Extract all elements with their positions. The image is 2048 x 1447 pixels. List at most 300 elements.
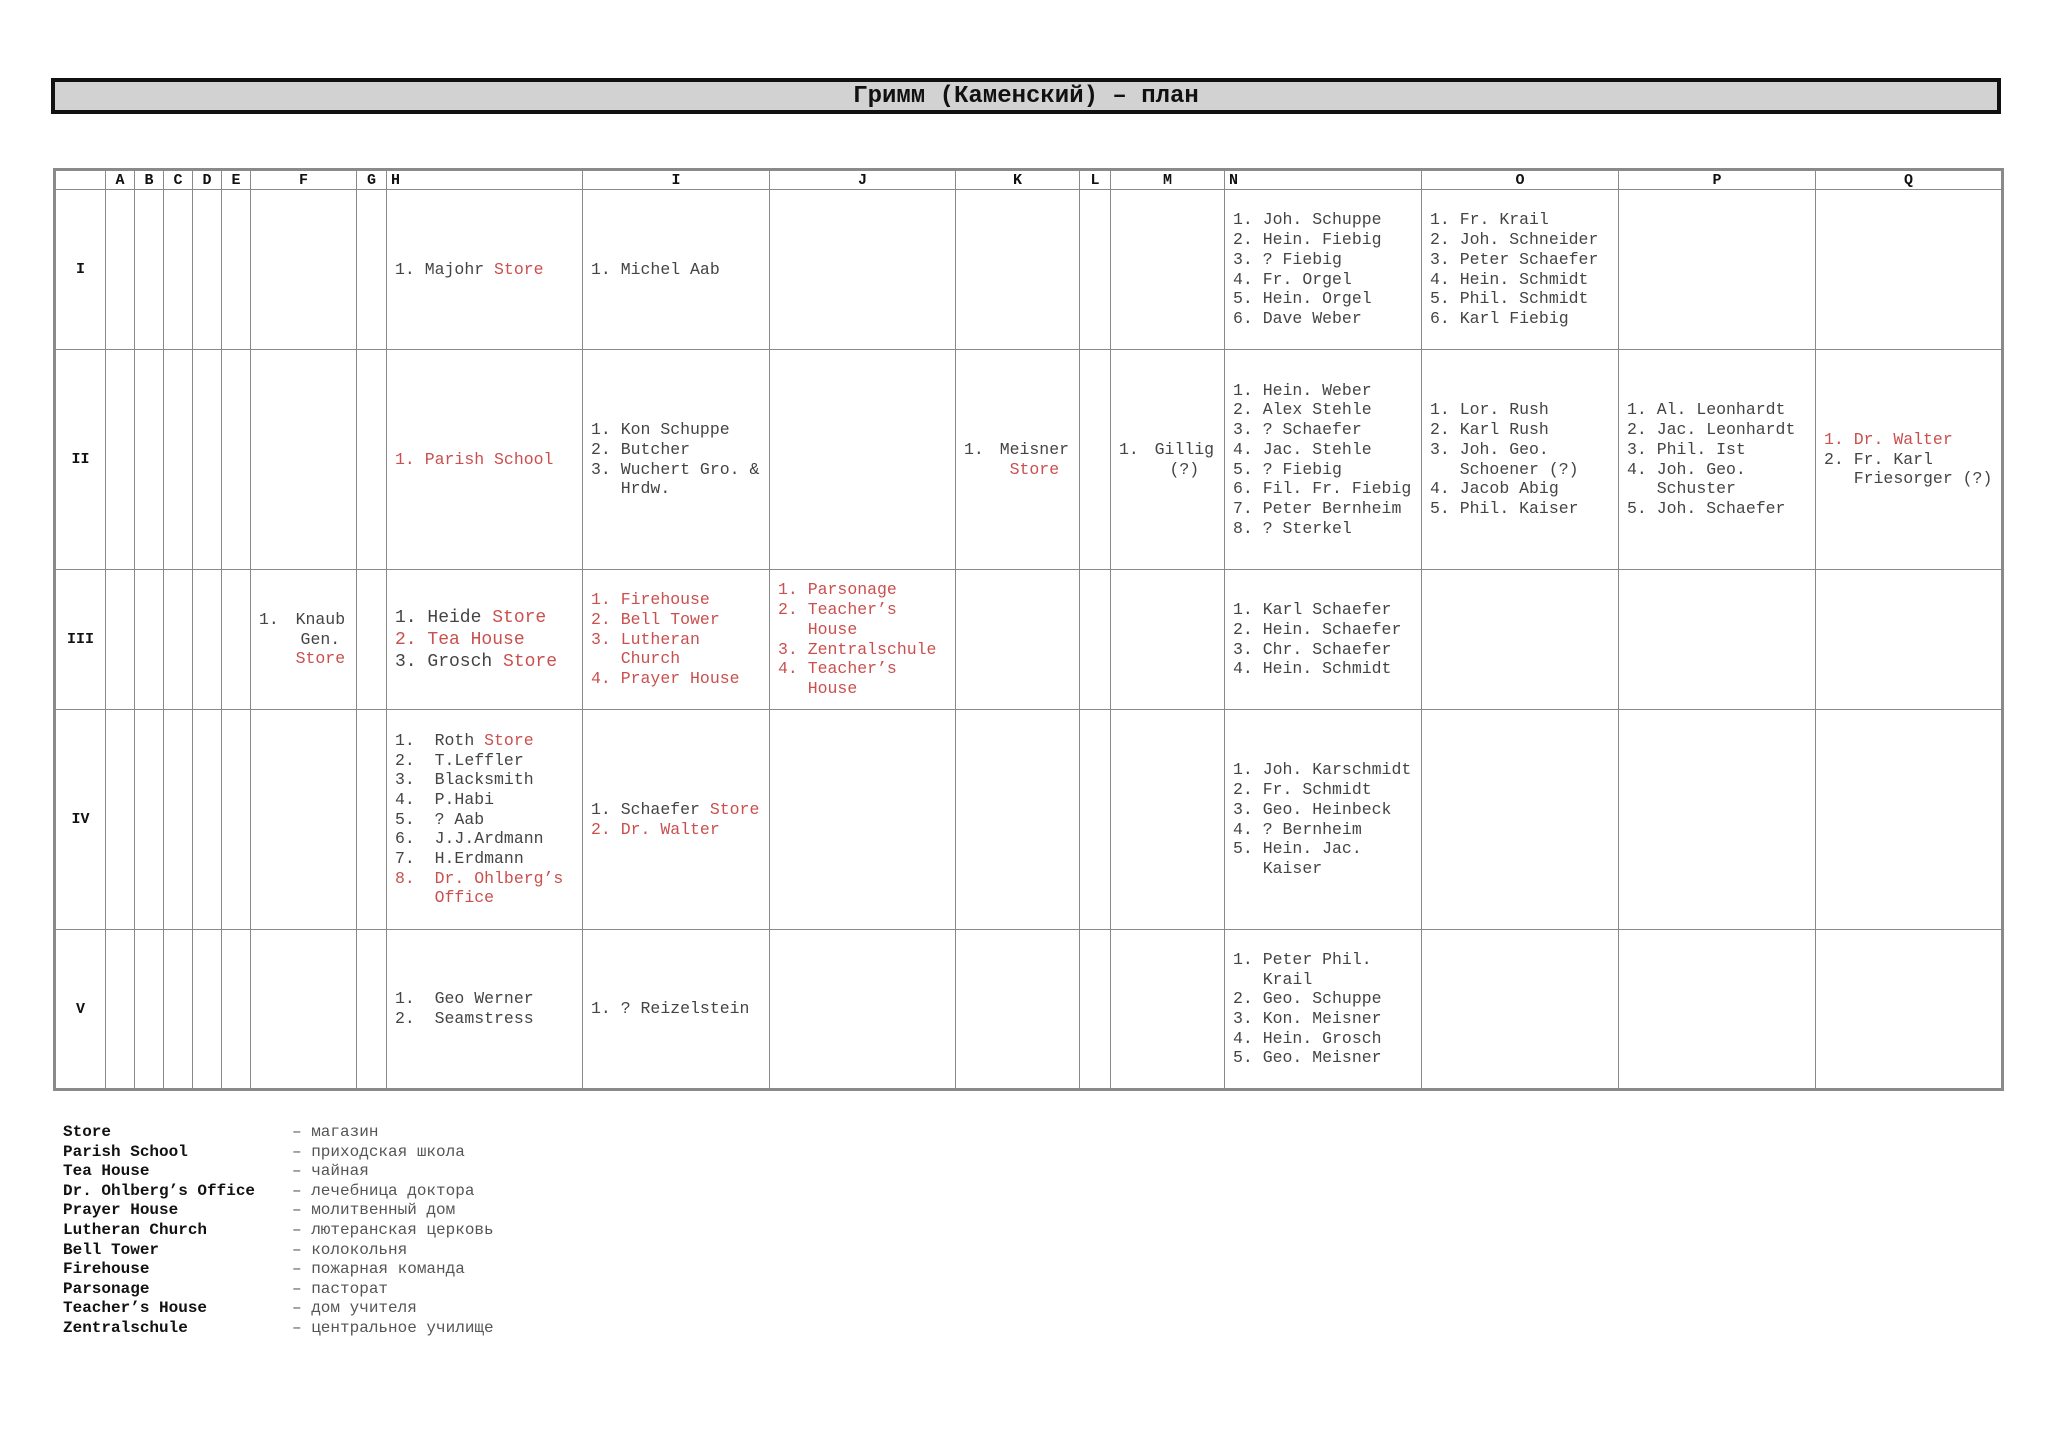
item-number: 1. <box>591 420 621 440</box>
plan-cell <box>135 190 164 350</box>
item-segment: Seamstress <box>434 1009 534 1028</box>
plan-cell <box>956 190 1080 350</box>
column-header: J <box>770 170 956 190</box>
plan-cell <box>1816 350 2003 570</box>
item-text <box>1657 400 1811 420</box>
list-item <box>395 731 578 751</box>
list-item <box>591 999 765 1019</box>
item-name: Schaefer <box>620 799 710 819</box>
item-text <box>1657 420 1811 440</box>
item-name: Meisner <box>999 439 1070 459</box>
item-segment: Hein. Schmidt <box>1262 659 1392 679</box>
item-segment: Majohr <box>424 259 495 279</box>
plan-cell <box>1225 570 1422 710</box>
list-item <box>591 260 765 280</box>
list-item <box>1233 760 1417 780</box>
plan-cell <box>193 570 222 710</box>
item-number: 5. <box>1430 289 1460 309</box>
plan-cell <box>770 350 956 570</box>
list-item <box>778 580 951 600</box>
plan-row <box>55 930 2003 1090</box>
item-text <box>1263 309 1417 329</box>
item-text <box>427 651 578 673</box>
legend-entry <box>63 1143 494 1163</box>
page-title-bar <box>51 78 2001 114</box>
item-segment: Peter Schaefer <box>1459 249 1599 269</box>
list-item <box>395 651 578 673</box>
entry-list <box>1422 210 1618 328</box>
item-number: 2. <box>591 609 621 629</box>
item-number: 2. <box>395 750 435 770</box>
item-text <box>1263 659 1417 679</box>
list-item <box>1233 950 1417 989</box>
plan-cell <box>357 710 387 930</box>
item-text <box>621 440 765 460</box>
plan-cell <box>164 190 193 350</box>
item-segment: Jac. Leonhardt <box>1656 420 1796 440</box>
list-item <box>1430 309 1614 329</box>
plan-cell <box>222 350 251 570</box>
plan-cell <box>583 710 770 930</box>
item-segment: Dr. Ohlberg’s Office <box>434 868 564 908</box>
column-header: O <box>1422 170 1619 190</box>
item-number: 7. <box>1233 498 1263 518</box>
item-number: 1. <box>395 607 428 628</box>
plan-cell <box>251 710 357 930</box>
item-number: 4. <box>1430 479 1460 499</box>
plan-cell <box>956 710 1080 930</box>
item-text <box>1263 640 1417 660</box>
list-item <box>1627 499 1811 519</box>
plan-cell <box>164 930 193 1090</box>
item-text <box>1263 440 1417 460</box>
item-number: 4. <box>778 659 808 679</box>
entry-list <box>583 260 769 280</box>
row-label: II <box>55 350 106 570</box>
legend-term: Bell Tower <box>63 1240 160 1259</box>
plan-row <box>55 350 2003 570</box>
item-segment: Dave Weber <box>1262 308 1362 328</box>
item-segment: Fr. Orgel <box>1262 269 1352 289</box>
row-label: IV <box>55 710 106 930</box>
legend-entry <box>63 1299 494 1319</box>
legend-entry <box>63 1260 494 1280</box>
item-segment: Wuchert Gro. & Hrdw. <box>620 459 760 499</box>
list-item <box>1233 460 1417 480</box>
item-number: 2. <box>1627 420 1657 440</box>
item-segment: Kon. Meisner <box>1262 1009 1382 1028</box>
item-segment: Joh. Schaefer <box>1656 498 1786 518</box>
legend-term: Store <box>63 1123 112 1141</box>
item-segment: Store <box>484 730 534 750</box>
item-number: 3. <box>1627 439 1657 459</box>
legend-definition: – приходская школа <box>292 1142 465 1161</box>
item-segment: Joh. Geo. Schoener (?) <box>1459 439 1579 479</box>
list-item <box>1119 440 1220 479</box>
item-segment: Michel Aab <box>620 259 720 279</box>
item-segment: ? Schaefer <box>1262 420 1362 440</box>
list-item <box>778 600 951 639</box>
plan-cell <box>1225 930 1422 1090</box>
row-label: I <box>55 190 106 350</box>
item-segment: J.J.Ardmann <box>434 829 544 849</box>
item-number: 1. <box>964 439 994 459</box>
plan-cell <box>956 930 1080 1090</box>
item-text <box>1460 479 1614 499</box>
item-segment: Jac. Stehle <box>1262 439 1372 459</box>
item-number: 1. <box>1233 600 1263 620</box>
item-number: 3. <box>1233 249 1263 269</box>
item-text <box>1263 1029 1417 1049</box>
item-text <box>621 630 765 669</box>
item-segment <box>296 610 346 668</box>
item-number: 3. <box>778 639 808 659</box>
plan-cell <box>583 570 770 710</box>
item-text <box>1263 210 1417 230</box>
item-number: 4. <box>591 669 621 689</box>
item-text <box>621 800 765 820</box>
item-segment: ? Sterkel <box>1262 518 1352 538</box>
list-item <box>1627 420 1811 440</box>
item-number: 5. <box>1233 839 1263 859</box>
item-number: 2. <box>778 600 808 620</box>
item-text <box>1657 499 1811 519</box>
row-label: V <box>55 930 106 1090</box>
plan-cell <box>387 930 583 1090</box>
list-item <box>1233 989 1417 1009</box>
item-segment: Store <box>492 607 547 628</box>
item-text <box>1460 210 1614 230</box>
list-item <box>1233 230 1417 250</box>
item-text <box>1263 760 1417 780</box>
item-segment: Hein. Orgel <box>1262 289 1372 309</box>
list-item <box>395 989 578 1009</box>
item-number: 1. <box>259 609 289 629</box>
entry-list <box>387 607 582 673</box>
entry-list <box>1111 440 1224 479</box>
item-text <box>1263 950 1417 989</box>
plan-cell <box>135 350 164 570</box>
plan-cell <box>583 190 770 350</box>
entry-list <box>1225 600 1421 679</box>
plan-cell <box>193 190 222 350</box>
plan-cell <box>222 190 251 350</box>
list-item <box>1233 800 1417 820</box>
item-number: 1. <box>395 989 435 1009</box>
list-item <box>1627 460 1811 499</box>
column-header: H <box>387 170 583 190</box>
item-text <box>1854 430 1997 450</box>
entry-list <box>1225 950 1421 1068</box>
item-text <box>1460 250 1614 270</box>
item-text <box>1460 420 1614 440</box>
entry-list <box>387 989 582 1028</box>
item-segment: Parsonage <box>807 580 897 600</box>
column-header: P <box>1619 170 1816 190</box>
item-number: 1. <box>1824 429 1854 449</box>
legend-entry <box>63 1280 494 1300</box>
item-text <box>435 849 578 869</box>
list-item <box>1233 499 1417 519</box>
item-number: 3. <box>1233 639 1263 659</box>
list-item <box>1430 289 1614 309</box>
plan-cell <box>1422 930 1619 1090</box>
item-text <box>1657 440 1811 460</box>
legend-term: Dr. Ohlberg’s Office <box>63 1181 256 1200</box>
list-item <box>1233 780 1417 800</box>
plan-cell <box>251 930 357 1090</box>
plan-cell <box>1225 350 1422 570</box>
list-item <box>1233 1009 1417 1029</box>
plan-cell <box>1816 570 2003 710</box>
item-text <box>1263 499 1417 519</box>
item-text <box>1149 440 1220 479</box>
item-text <box>621 669 765 689</box>
list-item <box>591 669 765 689</box>
item-text <box>1460 309 1614 329</box>
item-segment: ? Bernheim <box>1262 819 1362 839</box>
item-number: 5. <box>1430 498 1460 518</box>
plan-cell <box>1080 570 1111 710</box>
item-segment: Kon Schuppe <box>620 420 730 440</box>
item-number: 5. <box>395 809 435 829</box>
list-item <box>1233 440 1417 460</box>
item-number: 2. <box>1233 619 1263 639</box>
column-header: E <box>222 170 251 190</box>
item-number: 3. <box>1430 439 1460 459</box>
item-number: 1. <box>395 730 435 750</box>
item-number: 1. <box>591 999 621 1019</box>
list-item <box>1233 659 1417 679</box>
plan-cell <box>1422 350 1619 570</box>
list-item <box>395 770 578 790</box>
item-segment <box>621 800 760 819</box>
column-header: M <box>1111 170 1225 190</box>
item-text <box>1263 230 1417 250</box>
plan-cell <box>956 350 1080 570</box>
item-segment: Dr. Walter <box>1853 429 1953 449</box>
list-item <box>1430 499 1614 519</box>
list-item <box>591 610 765 630</box>
entry-list <box>1816 430 2001 489</box>
list-item <box>591 440 765 460</box>
item-segment: Phil. Ist <box>1656 439 1746 459</box>
item-text <box>425 450 578 470</box>
item-text <box>435 869 578 908</box>
item-segment: Hein. Weber <box>1262 380 1372 400</box>
item-segment: Lor. Rush <box>1459 400 1549 420</box>
item-text <box>435 770 578 790</box>
item-number: 2. <box>1233 230 1263 250</box>
plan-cell <box>193 710 222 930</box>
item-segment: Karl Rush <box>1459 420 1549 440</box>
item-number: 2. <box>395 629 428 650</box>
list-item <box>1430 250 1614 270</box>
legend-term: Prayer House <box>63 1201 179 1220</box>
item-segment: Hein. Jac. Kaiser <box>1262 839 1362 878</box>
plan-cell <box>1080 930 1111 1090</box>
plan-cell <box>106 350 135 570</box>
item-text <box>1263 1009 1417 1029</box>
legend-entry <box>63 1201 494 1221</box>
list-item <box>1430 479 1614 499</box>
plan-cell <box>770 710 956 930</box>
plan-cell <box>135 570 164 710</box>
item-text <box>1657 460 1811 499</box>
village-plan-table <box>53 168 2004 1091</box>
item-segment: Heide <box>427 607 493 628</box>
item-text <box>1263 400 1417 420</box>
item-text <box>1460 270 1614 290</box>
item-segment: Alex Stehle <box>1262 400 1372 420</box>
legend-term: Teacher’s House <box>63 1299 208 1318</box>
item-number: 3. <box>1233 799 1263 819</box>
item-number: 2. <box>1233 989 1263 1009</box>
item-segment: Gillig (?) <box>1154 439 1215 479</box>
item-text <box>1263 289 1417 309</box>
item-segment: Geo. Heinbeck <box>1262 799 1392 819</box>
list-item <box>778 640 951 660</box>
item-segment: Fr. Schmidt <box>1262 780 1372 800</box>
item-text <box>435 810 578 830</box>
entry-list <box>583 999 769 1019</box>
item-text <box>1263 620 1417 640</box>
plan-cell <box>770 570 956 710</box>
item-number: 3. <box>395 651 428 672</box>
item-segment: Jacob Abig <box>1459 479 1559 499</box>
plan-cell <box>1422 710 1619 930</box>
item-number: 4. <box>1233 659 1263 679</box>
item-segment: Joh. Schuppe <box>1262 210 1382 230</box>
column-header: N <box>1225 170 1422 190</box>
item-text <box>1263 479 1417 499</box>
plan-cell <box>106 930 135 1090</box>
list-item <box>1233 210 1417 230</box>
entry-list <box>583 800 769 839</box>
plan-cell <box>1422 190 1619 350</box>
list-item <box>1233 519 1417 539</box>
plan-cell <box>357 190 387 350</box>
item-segment: Parish School <box>424 449 554 469</box>
item-text <box>1263 839 1417 878</box>
plan-cell <box>135 930 164 1090</box>
list-item <box>591 420 765 440</box>
list-item <box>395 450 578 470</box>
item-text <box>1460 499 1614 519</box>
legend-definition: – лютеранская церковь <box>292 1220 494 1239</box>
item-number: 7. <box>395 849 435 869</box>
plan-cell <box>106 710 135 930</box>
list-item <box>1233 820 1417 840</box>
plan-row <box>55 190 2003 350</box>
item-segment: Blacksmith <box>434 770 534 790</box>
item-text <box>435 829 578 849</box>
entry-list <box>1225 760 1421 878</box>
item-number: 1. <box>1627 400 1657 420</box>
list-item <box>1430 230 1614 250</box>
item-text <box>427 629 578 651</box>
item-segment: Tea House <box>427 629 525 650</box>
item-text <box>808 600 951 639</box>
item-text <box>621 260 765 280</box>
item-text <box>808 640 951 660</box>
item-segment <box>1000 440 1069 479</box>
list-item <box>395 607 578 629</box>
item-number: 2. <box>1430 230 1460 250</box>
item-number: 3. <box>1430 249 1460 269</box>
item-text <box>1263 420 1417 440</box>
item-text <box>289 610 352 669</box>
page-title: Гримм (Каменский) – план <box>853 82 1199 110</box>
item-text <box>621 590 765 610</box>
legend-definition: – магазин <box>292 1123 379 1141</box>
item-text <box>1460 440 1614 479</box>
list-item <box>778 659 951 698</box>
plan-cell <box>1080 190 1111 350</box>
legend-entry <box>63 1123 494 1143</box>
plan-cell <box>357 930 387 1090</box>
list-item <box>1233 1029 1417 1049</box>
item-number: 1. <box>1430 210 1460 230</box>
item-segment: Dr. Walter <box>620 819 720 839</box>
column-header: K <box>956 170 1080 190</box>
item-text <box>1460 230 1614 250</box>
list-item <box>591 590 765 610</box>
list-item <box>1430 270 1614 290</box>
column-header-row <box>55 170 2003 190</box>
item-segment: Bell Tower <box>620 609 720 629</box>
item-number: 8. <box>1233 518 1263 538</box>
item-text <box>1263 519 1417 539</box>
legend-entry <box>63 1182 494 1202</box>
row-label: III <box>55 570 106 710</box>
item-segment: Fr. Karl Friesorger (?) <box>1853 449 1993 489</box>
item-segment: Geo Werner <box>434 989 534 1009</box>
entry-list <box>583 590 769 689</box>
list-item <box>1233 479 1417 499</box>
column-header: Q <box>1816 170 2003 190</box>
item-name: Knaub Gen. <box>295 609 346 649</box>
item-segment: Roth <box>434 730 485 750</box>
legend-term: Zentralschule <box>63 1318 188 1337</box>
item-number: 5. <box>1233 1048 1263 1068</box>
item-text <box>435 989 578 1009</box>
plan-cell <box>1619 190 1816 350</box>
plan-cell <box>1111 570 1225 710</box>
list-item <box>1233 839 1417 878</box>
plan-cell <box>106 570 135 710</box>
item-text <box>621 820 765 840</box>
item-segment: Joh. Schneider <box>1459 230 1599 250</box>
item-number: 8. <box>395 868 435 888</box>
item-segment: Hein. Fiebig <box>1262 230 1382 250</box>
list-item <box>591 460 765 499</box>
list-item <box>1233 289 1417 309</box>
list-item <box>395 790 578 810</box>
list-item <box>395 869 578 908</box>
plan-cell <box>222 570 251 710</box>
item-segment: Fr. Krail <box>1459 210 1549 230</box>
legend-term: Parish School <box>63 1142 188 1161</box>
item-segment: Karl Schaefer <box>1262 600 1392 620</box>
item-number: 4. <box>1233 1028 1263 1048</box>
item-number: 2. <box>395 1009 435 1028</box>
item-text <box>1460 289 1614 309</box>
item-number: 6. <box>1233 308 1263 328</box>
plan-cell <box>583 350 770 570</box>
item-segment: Prayer House <box>620 669 740 689</box>
plan-cell <box>251 570 357 710</box>
